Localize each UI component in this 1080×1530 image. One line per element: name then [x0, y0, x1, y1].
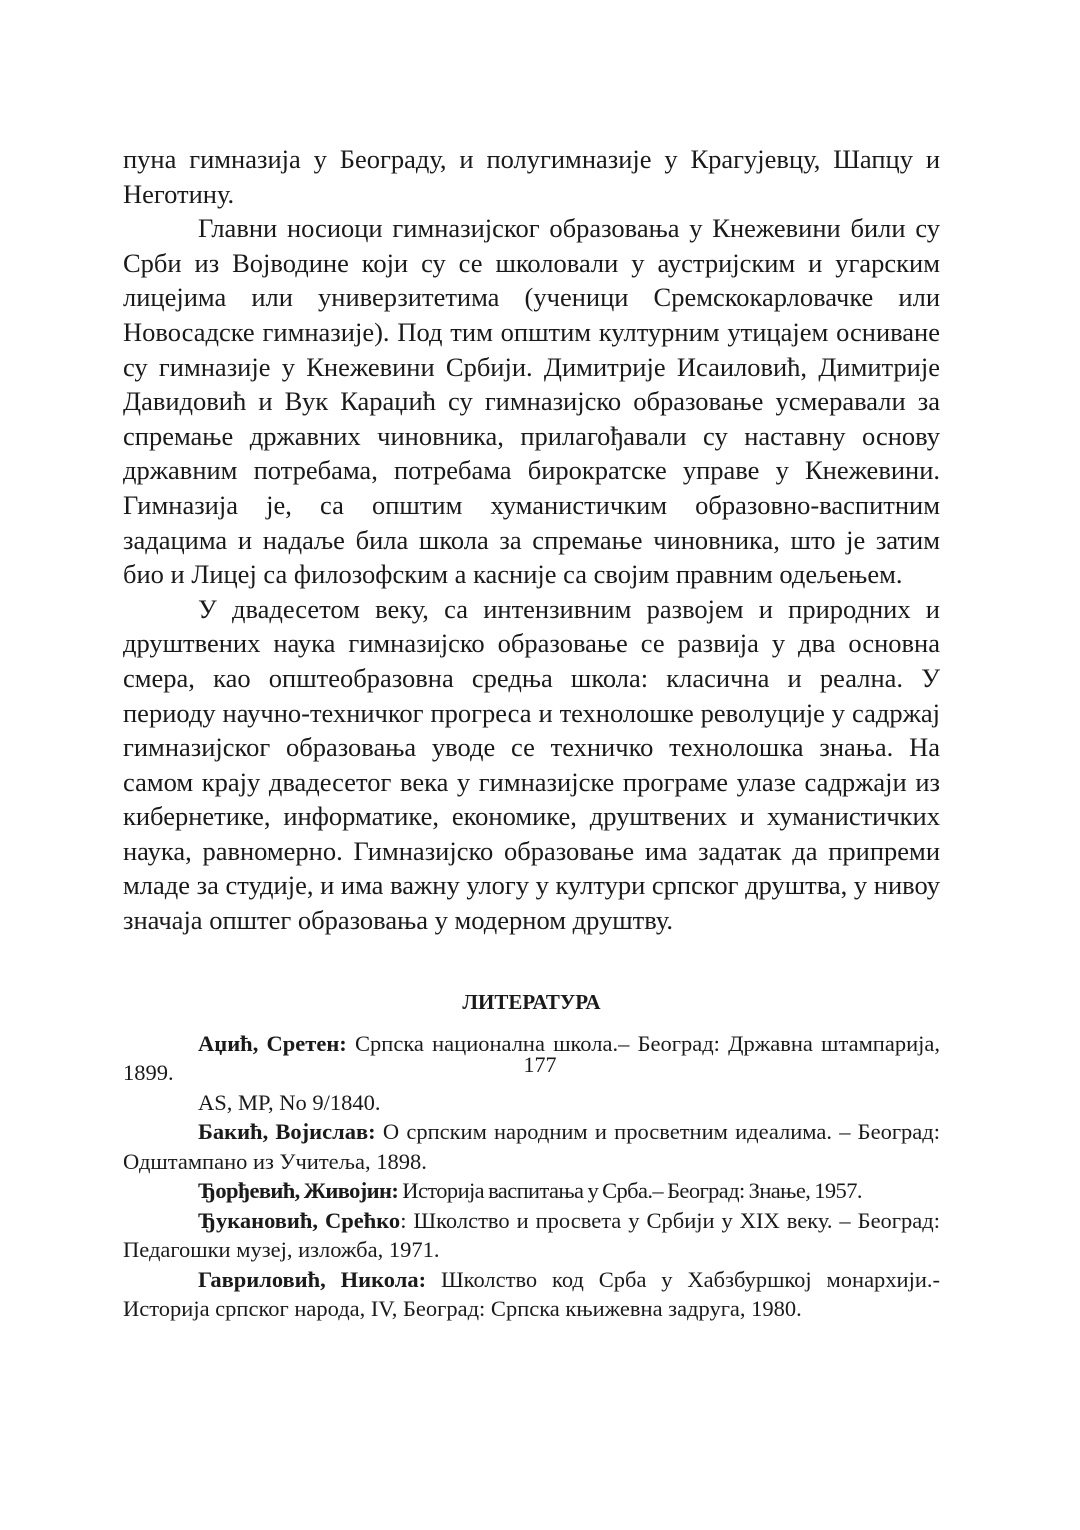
reference-item	[123, 1176, 940, 1206]
reference-author: Аџић, Сретен:	[198, 1030, 347, 1056]
reference-text: Школство код Срба у Хабзбуршкој монархији.- Историја српског народа, IV, Београд: Српска књижевна задруга, 1980.	[123, 1266, 941, 1322]
reference-text: : Школство и просвета у Србији у XIX веку. – Београд: Педагошки музеј, изложба, 1971.	[123, 1207, 940, 1263]
reference-author: Бакић, Војислав:	[198, 1119, 376, 1145]
reference-item	[123, 1265, 940, 1324]
body-paragraph-1: пуна гимназија у Београду, и полугимназије у Крагујевцу, Шапцу и Неготину.	[123, 144, 940, 209]
page-content	[123, 142, 940, 1324]
reference-item	[123, 1117, 940, 1176]
reference-author: Гавриловић, Никола:	[198, 1266, 427, 1292]
reference-item	[123, 1206, 940, 1265]
reference-text: Српска национална школа.– Београд: Државна штампарија, 1899.	[123, 1030, 940, 1086]
body-paragraph-2: Главни носиоци гимназијског образовања у Кнежевини били су Срби из Војводине који су се школовали у аустријским и угарским лицејима или универзитетима (ученици Сремскокарловачке или Новосадске гимназије). Под тим општим културним утицајем осниване су гимназије у Кнежевини Србији. Димитрије Исаиловић, Димитрије Давидовић и Вук Караџић су гимназијско образовање усмеравали за спремање државних чиновника, прилагођавали су наставну основу државним потребама, потребама бирократске управе у Кнежевини. Гимназија је, са општим хуманистичким образовно-васпитним задацима и надаље била школа за спремање чиновника, што је затим био и Лицеј са филозофским а касније са својим правним одељењем.	[123, 213, 940, 590]
reference-text: AS, MP, No 9/1840.	[198, 1089, 381, 1115]
page-number: 177	[523, 1052, 557, 1077]
reference-author: Ђорђевић, Живојин:	[198, 1178, 399, 1204]
reference-text: Историја васпитања у Срба.– Београд: Знање, 1957.	[398, 1178, 862, 1204]
literature-heading: ЛИТЕРАТУРА	[462, 989, 601, 1014]
reference-text: О српским народним и просветним идеалима. – Београд: Одштампано из Учитеља, 1898.	[123, 1119, 940, 1174]
reference-author: Ђукановић, Срећко	[198, 1207, 401, 1233]
body-paragraph-3: У двадесетом веку, са интензивним развојем и природних и друштвених наука гимназијско образовање се развија у два основна смера, као општеобразовна средња школа: класична и реална. У периоду научно-техничког прогреса и технолошке револуције у садржај гимназијског образовања уводе се техничко технолошка знања. На самом крају двадесетог века у гимназијске програме улазе садржаји из кибернетике, информатике, економике, друштвених и хуманистичких наука, равномерно. Гимназијско образовање има задатак да припреми младе за студије, и има важну улогу у култури српског друштва, у нивоу значаја општег образовања у модерном друштву.	[123, 593, 940, 936]
reference-item	[123, 1088, 940, 1118]
